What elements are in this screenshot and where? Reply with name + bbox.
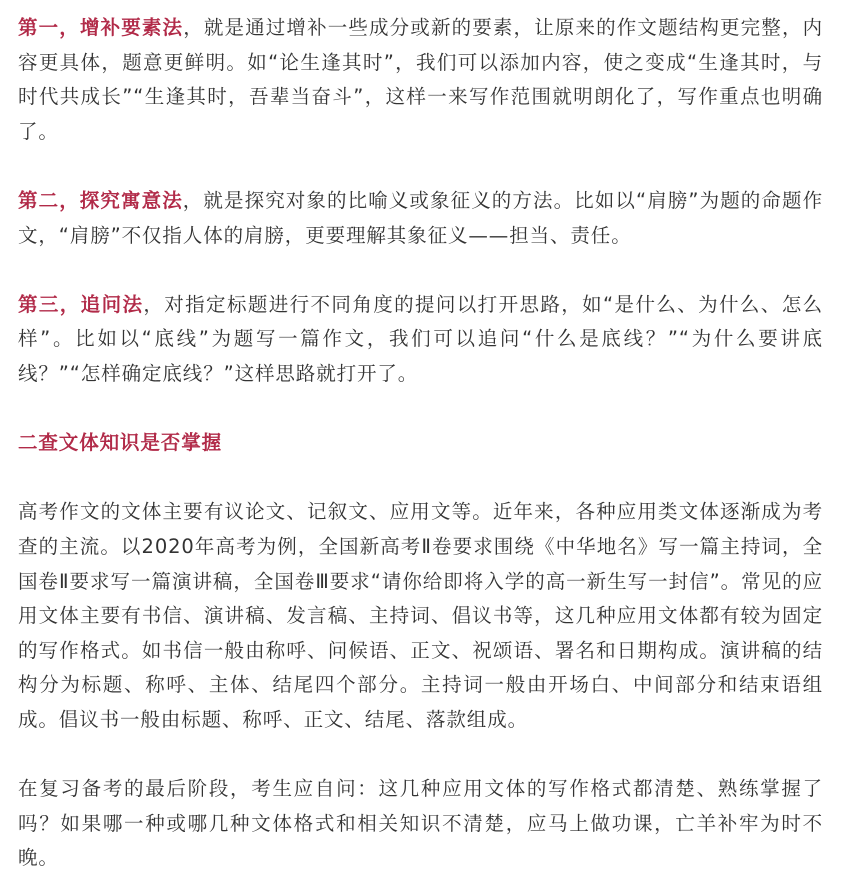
method-title-2: 第二，探究寓意法 [18, 188, 183, 212]
paragraph-spacer [18, 461, 823, 496]
method-title-1: 第一，增补要素法 [18, 16, 184, 39]
method-paragraph-1 [18, 11, 823, 149]
paragraph-spacer [18, 149, 823, 184]
method-paragraph-3 [18, 288, 823, 392]
method-text-1: ，就是通过增补一些成分或新的要素，让原来的作文题结构更完整，内容更具体，题意更鲜明。如“论生逢其时”，我们可以添加内容，使之变成“生逢其时，与时代共成长”“生逢其时，吾辈当奋斗”，这样一来写作范围就明朗化了，写作重点也明确了。 [18, 16, 824, 143]
section-paragraph-2: 在复习备考的最后阶段，考生应自问：这几种应用文体的写作格式都清楚、熟练掌握了吗？如果哪一种或哪几种文体格式和相关知识不清楚，应马上做功课，亡羊补牢为时不晚。 [18, 777, 823, 870]
section-paragraph-1: 高考作文的文体主要有议论文、记叙文、应用文等。近年来，各种应用类文体逐渐成为考查的主流。以2020年高考为例，全国新高考Ⅱ卷要求围绕《中华地名》写一篇主持词，全国卷Ⅱ要求写一篇演讲稿，全国卷Ⅲ要求“请你给即将入学的高一新生写一封信”。常见的应用文体主要有书信、演讲稿、发言稿、主持词、倡议书等，这几种应用文体都有较为固定的写作格式。如书信一般由称呼、问候语、正文、祝颂语、署名和日期构成。演讲稿的结构分为标题、称呼、主体、结尾四个部分。主持词一般由开场白、中间部分和结束语组成。倡议书一般由标题、称呼、正文、结尾、落款组成。 [18, 500, 823, 731]
method-paragraph-2 [18, 184, 823, 253]
paragraph-spacer [18, 392, 823, 427]
method-title-3: 第三，追问法 [18, 292, 144, 316]
paragraph-spacer [18, 253, 823, 288]
section-heading: 二查文体知识是否掌握 [18, 431, 223, 455]
method-text-2: ，就是探究对象的比喻义或象征义的方法。比如以“肩膀”为题的命题作文，“肩膀”不仅指人体的肩膀，更要理解其象征义——担当、责任。 [18, 188, 823, 247]
method-text-3: ，对指定标题进行不同角度的提问以打开思路，如“是什么、为什么、怎么样”。比如以“底线”为题写一篇作文，我们可以追问“什么是底线？”“为什么要讲底线？”“怎样确定底线？”这样思路就打开了。 [18, 292, 823, 385]
paragraph-spacer [18, 737, 823, 772]
